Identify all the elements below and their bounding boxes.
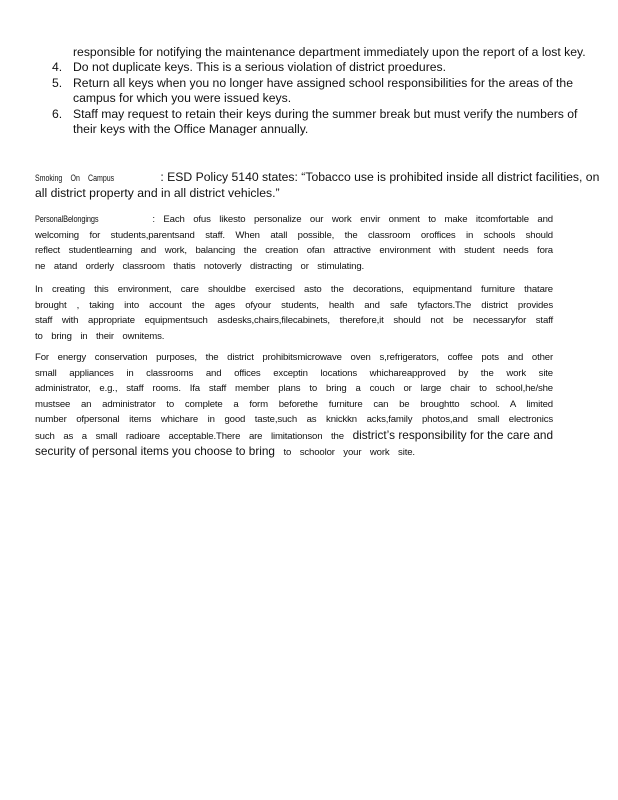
smoking-colon: : [160, 170, 164, 184]
list-item [52, 60, 592, 75]
smoking-policy-section [35, 170, 600, 201]
list-item-number: 4. [52, 60, 63, 75]
list-item [52, 107, 592, 138]
personal-belongings-paragraph-1 [35, 212, 553, 274]
list-item-text: Staff may request to retain their keys during the summer break but must verify the numbers of their keys with the Office Manager annually. [73, 106, 578, 137]
paragraph-text-large: district’s responsibility for the care and security of personal items you choose to bring [35, 427, 554, 458]
list-item [52, 76, 592, 107]
list-item-text: Return all keys when you no longer have assigned school responsibilities for the areas of the campus for which you were issued keys. [73, 75, 573, 106]
paragraph-text: In creating this environment, care shouldbe exercised asto the decorations, equipmentand furniture thatare brought , taking into account the ages ofyour students, health and safe tyfactors.The district provides staff with appropriate equipmentsuch asdesks,chairs,filecabinets, therefore,it should not be necessaryfor staff to bring in their ownitems. [35, 284, 553, 342]
personal-belongings-heading: PersonalBelongings [35, 214, 99, 224]
list-item-number: 5. [52, 75, 63, 90]
paragraph-text: : Each ofus likesto personalize our work envir onment to make itcomfortable and welcoming for students,parentsand staff. When atall possible, the classroom oroffices in schools should reflect studentlearning and work, balancing the creation ofan attractive environment with student needs fora ne atand orderly classroom thatis notoverly distracting or stimulating. [35, 214, 553, 272]
list-item-text: Do not duplicate keys. This is a serious violation of district proedures. [73, 60, 447, 75]
paragraph-text: For energy conservation purposes, the district prohibitsmicrowave oven s,refrigerators, coffee pots and other small appliances in classrooms and offices exceptin locations whichareapproved by the work site administrator, e.g., staff rooms. Ifa staff member plans to bring a couch or large chair to school,he/she mustsee an administrator to complete a form beforethe furniture can be broughtto school. A limited number ofpersonal items whichare in good taste,such as knickkn acks,family photos,and small electronics such as a small radioare acceptable.There are limitationson the [35, 352, 553, 442]
paragraph-text-end: to schoolor your work site. [283, 447, 415, 458]
list-continuation-text: responsible for notifying the maintenance department immediately upon the report of a lost key. [73, 45, 586, 59]
personal-belongings-paragraph-3 [35, 350, 553, 461]
smoking-policy-text: ESD Policy 5140 states: “Tobacco use is prohibited inside all district facilities, on all district property and in all district vehicles.” [35, 170, 600, 200]
list-item-number: 6. [52, 106, 63, 121]
personal-belongings-paragraph-2 [35, 282, 553, 344]
smoking-heading: Smoking On Campus [35, 173, 115, 183]
key-policy-list [52, 45, 592, 137]
